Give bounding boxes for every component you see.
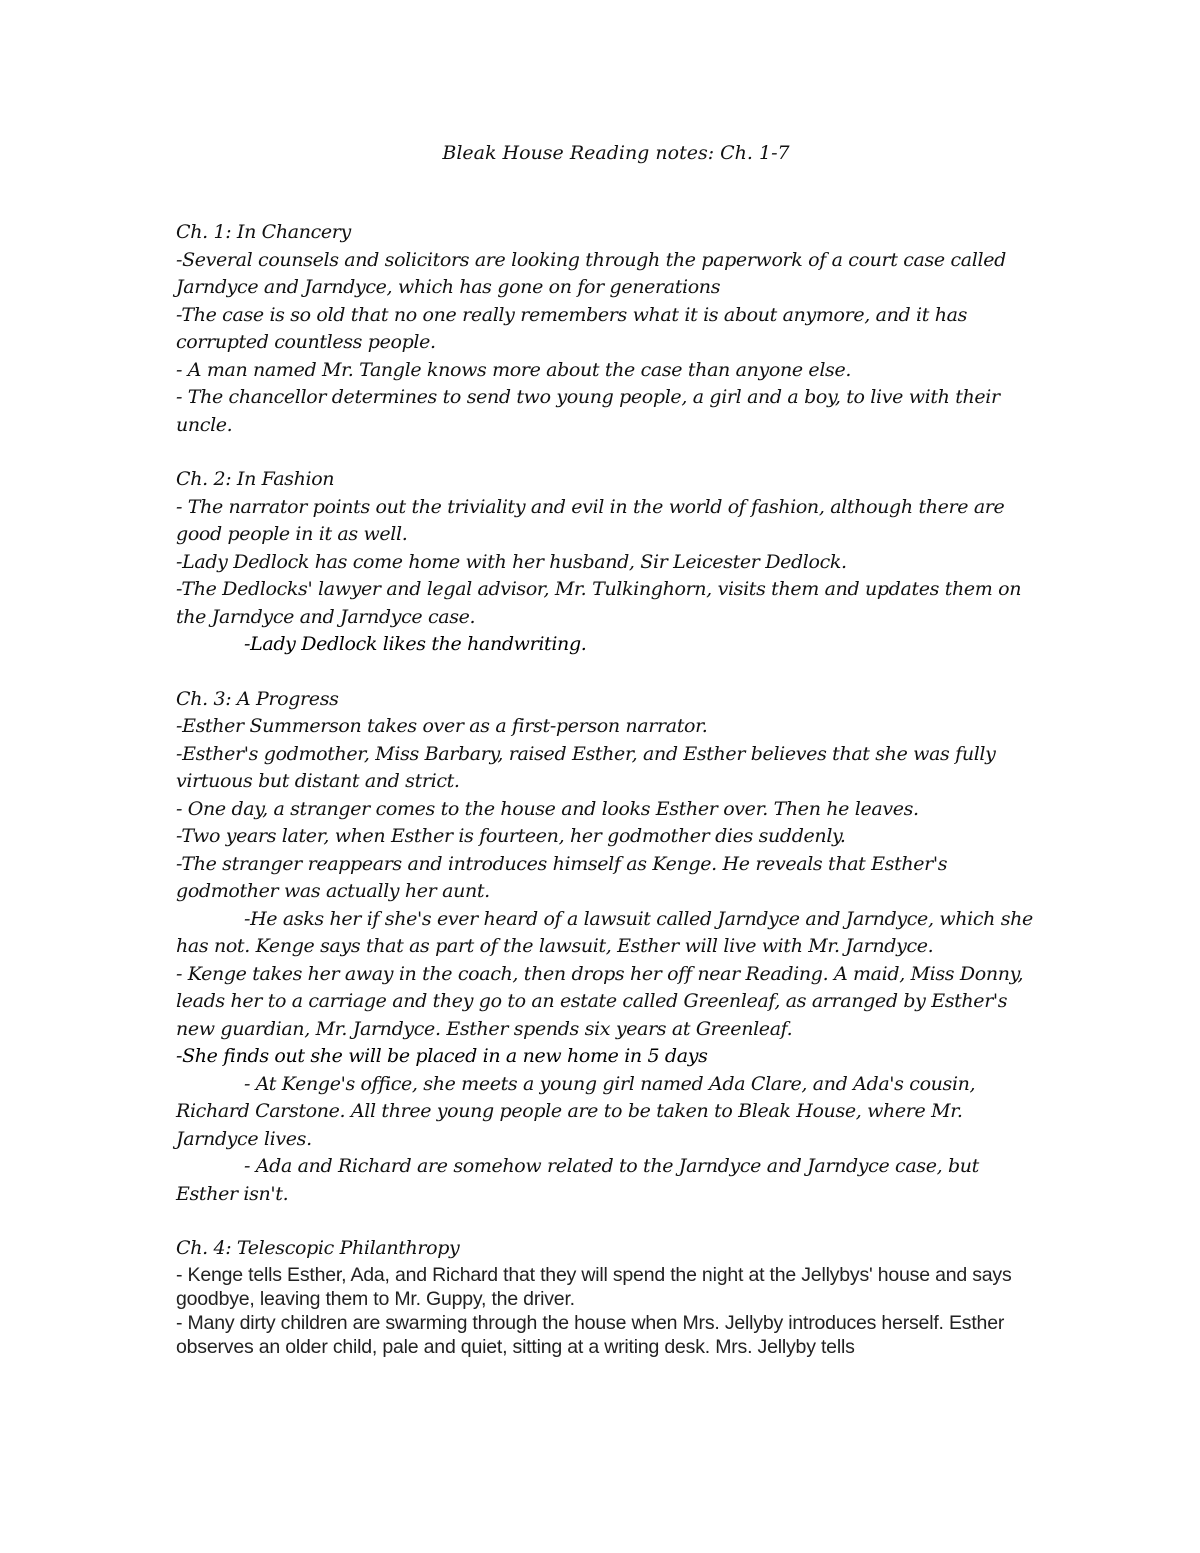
note-line: -Lady Dedlock has come home with her husband, Sir Leicester Dedlock.	[176, 550, 847, 573]
chapter-heading: Ch. 2: In Fashion	[176, 468, 335, 490]
chapter-2-section	[176, 466, 1036, 659]
note-line: - Kenge tells Esther, Ada, and Richard that they will spend the night at the Jellybys' house and says goodbye, leaving them to Mr. Guppy, the driver.	[176, 1263, 1012, 1310]
note-line: - Many dirty children are swarming through the house when Mrs. Jellyby introduces herself. Esther observes an older child, pale and quiet, sitting at a writing desk. Mrs. Jellyby tells	[176, 1311, 1005, 1358]
note-line: -Esther Summerson takes over as a first-person narrator.	[176, 715, 708, 737]
note-line: - The narrator points out the triviality and evil in the world of fashion, although there are good people in it as well.	[176, 495, 1005, 545]
note-line: - One day, a stranger comes to the house and looks Esther over. Then he leaves.	[176, 797, 919, 820]
chapter-heading: Ch. 3: A Progress	[176, 687, 339, 710]
note-line-indented: - At Kenge's office, she meets a young girl named Ada Clare, and Ada's cousin, Richard Carstone. All three young people are to be taken to Bleak House, where Mr. Jarndyce lives.	[176, 1072, 976, 1150]
chapter-heading: Ch. 4: Telescopic Philanthropy	[176, 1237, 460, 1259]
note-line: -Two years later, when Esther is fourteen, her godmother dies suddenly.	[176, 825, 846, 847]
note-line: -Esther's godmother, Miss Barbary, raised Esther, and Esther believes that she was fully virtuous but distant and strict.	[176, 742, 996, 792]
note-line: - The chancellor determines to send two young people, a girl and a boy, to live with their uncle.	[176, 386, 1000, 436]
document-page	[176, 140, 1036, 1386]
note-line-indented: -Lady Dedlock likes the handwriting.	[244, 633, 587, 655]
chapter-4-section	[176, 1235, 1036, 1359]
note-line: - Kenge takes her away in the coach, then drops her off near Reading. A maid, Miss Donny, leads her to a carriage and they go to an estate called Greenleaf, as arranged by Esther's new guardian, Mr. Jarndyce. Esther spends six years at Greenleaf.	[176, 962, 1024, 1040]
note-line-indented: -He asks her if she's ever heard of a lawsuit called Jarndyce and Jarndyce, which she has not. Kenge says that as part of the lawsuit, Esther will live with Mr. Jarndyce.	[176, 907, 1033, 957]
chapter-3-section	[176, 686, 1036, 1209]
note-line-indented: - Ada and Richard are somehow related to the Jarndyce and Jarndyce case, but Esther isn't.	[176, 1155, 979, 1205]
document-title: Bleak House Reading notes: Ch. 1-7	[442, 142, 790, 164]
chapter-heading: Ch. 1: In Chancery	[176, 221, 351, 243]
note-line: -She finds out she will be placed in a new home in 5 days	[176, 1045, 708, 1067]
chapter-1-section	[176, 219, 1036, 439]
note-line: -The Dedlocks' lawyer and legal advisor, Mr. Tulkinghorn, visits them and updates them on the Jarndyce and Jarndyce case.	[176, 578, 1022, 628]
note-line: - A man named Mr. Tangle knows more about the case than anyone else.	[176, 358, 852, 381]
note-line: -The stranger reappears and introduces himself as Kenge. He reveals that Esther's godmother was actually her aunt.	[176, 852, 948, 902]
note-line: -Several counsels and solicitors are looking through the paperwork of a court case called Jarndyce and Jarndyce, which has gone on for generations	[176, 248, 1006, 298]
note-line: -The case is so old that no one really remembers what it is about anymore, and it has corrupted countless people.	[176, 303, 967, 353]
